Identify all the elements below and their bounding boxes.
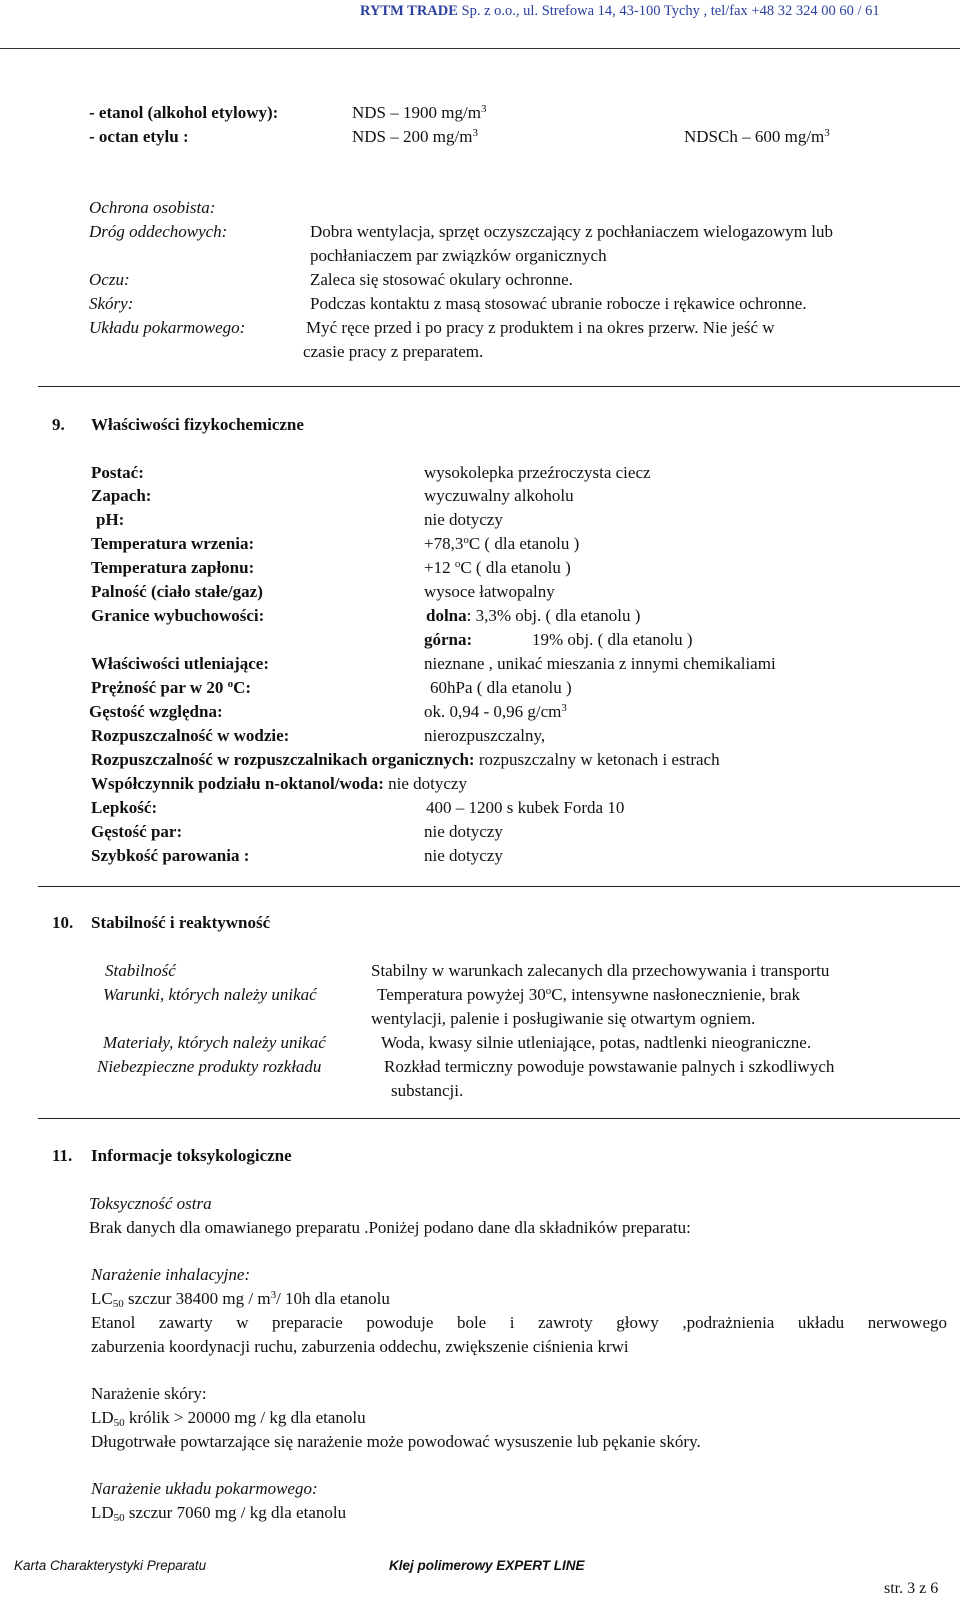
explosion-upper-value: 19% obj. ( dla etanolu ) [532, 630, 693, 649]
ethyl-acetate-value: NDS – 200 $mg/m^3$ [352, 127, 478, 146]
organic-solubility: Rozpuszczalność w rozpuszczalnikach organicznych: rozpuszczalny w ketonach i estrach [91, 750, 720, 769]
digestive-exposure-label: Narażenie układu pokarmowego: [91, 1479, 318, 1498]
postac-value: wysokolepka przeźroczysta ciecz [424, 463, 651, 482]
personal-protection-title: Ochrona osobista: [89, 198, 216, 217]
digestive-value-line1: Myć ręce przed i po pracy z produktem i na okres przerw. Nie jeść w [306, 318, 775, 337]
section-9-number: 9. [52, 415, 65, 434]
avoid-conditions-value-line1: Temperatura powyżej 30$^o$C, intensywne nasłonecznienie, brak [377, 985, 801, 1004]
explosion-upper-label: górna: [424, 630, 473, 649]
digestive-value-line2: czasie pracy z preparatem. [303, 342, 484, 361]
avoid-materials-label: Materiały, których należy unikać [103, 1033, 326, 1052]
oxidizing-label: Właściwości utleniające: [91, 654, 269, 673]
inhalation-label: Narażenie inhalacyjne: [91, 1265, 251, 1284]
ethanol-value: NDS – 1900 $mg/m^3$ [352, 103, 487, 122]
acute-toxicity-label: Toksyczność ostra [89, 1194, 212, 1213]
water-solubility-value: nierozpuszczalny, [424, 726, 546, 745]
density-label: Gęstość względna: [89, 702, 223, 721]
ethyl-acetate-ndsch: NDSCh – 600 $mg/m^3$ [684, 127, 830, 146]
inhalation-lc50: $LC_{50}$ szczur 38400 mg / $m^3/$ 10h dla etanolu [91, 1289, 390, 1310]
vapor-pressure-label: Prężność par w 20 $^o$C: [91, 678, 252, 697]
stability-value: Stabilny w warunkach zalecanych dla przechowywania i transportu [371, 961, 830, 980]
page-header [360, 4, 880, 20]
section-11-title: Informacje toksykologiczne [91, 1146, 292, 1165]
inhalation-effects-line2: zaburzenia koordynacji ruchu, zaburzenia oddechu, zwiększenie ciśnienia krwi [91, 1337, 629, 1356]
section-rule-10 [38, 886, 960, 887]
eyes-value: Zaleca się stosować okulary ochronne. [310, 270, 573, 289]
section-9-title: Właściwości fizykochemiczne [91, 415, 304, 434]
inhalation-effects-line1: Etanol zawarty w preparacie powoduje bole i zawroty głowy ,podrażnienia układu nerwowego [91, 1313, 947, 1332]
ethyl-acetate-label: - octan etylu : [89, 127, 189, 146]
company-address: Sp. z o.o., ul. Strefowa 14, 43-100 Tychy , tel/fax +48 32 324 00 60 / 61 [457, 3, 880, 19]
respiratory-label: Dróg oddechowych: [89, 222, 228, 241]
respiratory-value-line2: pochłaniaczem par związków organicznych [310, 246, 607, 265]
stability-label: Stabilność [105, 961, 176, 980]
ph-value: nie dotyczy [424, 510, 503, 529]
ethanol-label: - etanol (alkohol etylowy): [89, 103, 279, 122]
skin-value: Podczas kontaktu z masą stosować ubranie robocze i rękawice ochronne. [310, 294, 807, 313]
evaporation-value: nie dotyczy [424, 846, 503, 865]
oxidizing-value: nieznane , unikać mieszania z innymi chemikaliami [424, 654, 776, 673]
section-rule-9 [38, 386, 960, 387]
avoid-conditions-label: Warunki, których należy unikać [103, 985, 317, 1004]
company-name: RYTM TRADE [360, 3, 458, 19]
digestive-label: Układu pokarmowego: [89, 318, 246, 337]
skin-effects: Długotrwałe powtarzające się narażenie może powodować wysuszenie lub pękanie skóry. [91, 1432, 701, 1451]
section-11-number: 11. [52, 1146, 73, 1165]
footer-document-type: Karta Charakterystyki Preparatu [14, 1558, 207, 1573]
explosion-lower: dolna: 3,3% obj. ( dla etanolu ) [426, 606, 641, 625]
skin-ld50: $LD_{50}$ królik > 20000 mg / kg dla etanolu [91, 1408, 366, 1429]
viscosity-value: 400 – 1200 s kubek Forda 10 [426, 798, 625, 817]
vapor-pressure-value: 60hPa ( dla etanolu ) [430, 678, 572, 697]
skin-exposure-label: Narażenie skóry: [91, 1384, 207, 1403]
vapor-density-value: nie dotyczy [424, 822, 503, 841]
avoid-materials-value: Woda, kwasy silnie utleniające, potas, nadtlenki nieograniczne. [381, 1033, 812, 1052]
header-rule [0, 48, 960, 49]
digestive-ld50: $LD_{50}$ szczur 7060 mg / kg dla etanolu [91, 1503, 347, 1524]
decomposition-value-line2: substancji. [391, 1081, 464, 1100]
acute-toxicity-value: Brak danych dla omawianego preparatu .Poniżej podano dane dla składników preparatu: [89, 1218, 691, 1237]
section-rule-11 [38, 1118, 960, 1119]
postac-label: Postać: [91, 463, 144, 482]
zapach-value: wyczuwalny alkoholu [424, 486, 574, 505]
boiling-value: $+78,3^oC$ ( dla etanolu ) [424, 534, 580, 553]
flash-value: +12 $^o$C ( dla etanolu ) [424, 558, 571, 577]
respiratory-value-line1: Dobra wentylacja, sprzęt oczyszczający z pochłaniaczem wielogazowym lub [310, 222, 833, 241]
skin-label: Skóry: [89, 294, 134, 313]
explosion-limits-label: Granice wybuchowości: [91, 606, 265, 625]
footer-page-number: str. 3 z 6 [884, 1580, 939, 1597]
eyes-label: Oczu: [89, 270, 130, 289]
boiling-label: Temperatura wrzenia: [91, 534, 255, 553]
vapor-density-label: Gęstość par: [91, 822, 183, 841]
footer-product-name: Klej polimerowy EXPERT LINE [389, 1558, 585, 1573]
flammability-label: Palność (ciało stałe/gaz) [91, 582, 263, 601]
section-10-number: 10. [52, 913, 74, 932]
flammability-value: wysoce łatwopalny [424, 582, 555, 601]
section-10-title: Stabilność i reaktywność [91, 913, 271, 932]
flash-label: Temperatura zapłonu: [91, 558, 255, 577]
evaporation-label: Szybkość parowania : [91, 846, 250, 865]
viscosity-label: Lepkość: [91, 798, 158, 817]
decomposition-value-line1: Rozkład termiczny powoduje powstawanie palnych i szkodliwych [384, 1057, 835, 1076]
ph-label: pH: [96, 510, 125, 529]
avoid-conditions-value-line2: wentylacji, palenie i posługiwanie się otwartym ogniem. [371, 1009, 756, 1028]
decomposition-label: Niebezpieczne produkty rozkładu [97, 1057, 322, 1076]
partition-coefficient: Współczynnik podziału n-oktanol/woda: nie dotyczy [91, 774, 467, 793]
water-solubility-label: Rozpuszczalność w wodzie: [91, 726, 290, 745]
density-value: ok. 0,94 - 0,96 $g/cm^3$ [424, 702, 567, 721]
zapach-label: Zapach: [91, 486, 152, 505]
